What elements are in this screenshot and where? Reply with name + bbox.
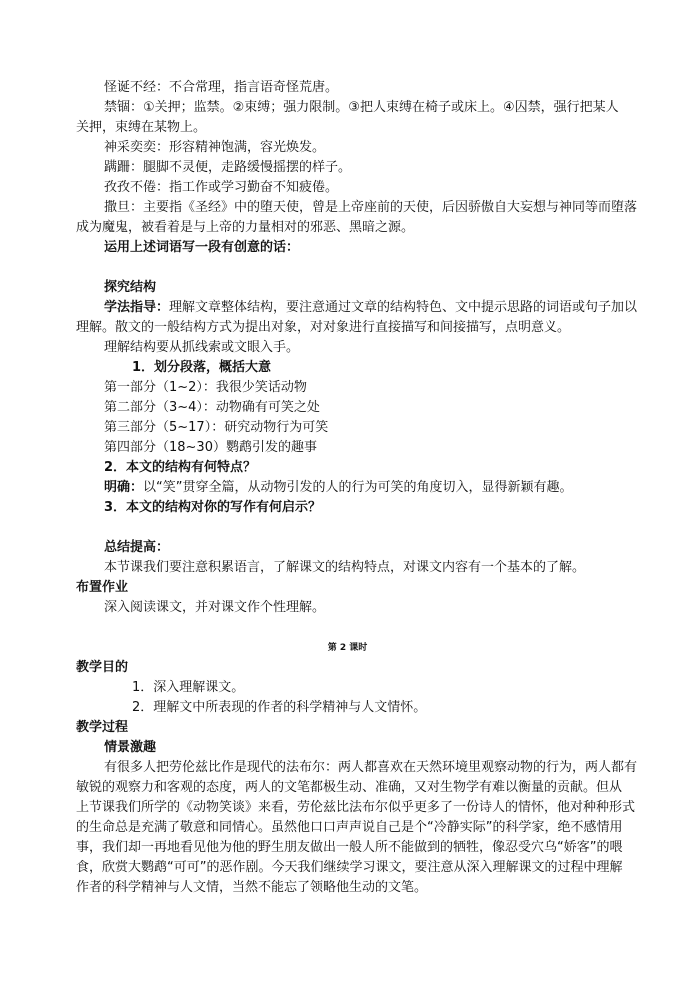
part-1: 第一部分（1~2）：我很少笑话动物 <box>104 380 307 395</box>
summary-heading: 总结提高： <box>104 540 170 555</box>
question-3: 3．本文的结构对你的写作有何启示？ <box>104 500 322 515</box>
intro-line5: 事，我们却一再地看见他为他的野生朋友做出一般人所不能做到的牺牲，像忍受穴乌“娇客”的喂 <box>76 840 623 855</box>
intro-line2: 敏锐的观察力和客观的态度，两人的文笔都极生动、准确，又对生物学有难以衡量的贡献。但从 <box>76 780 623 795</box>
intro-line1: 有很多人把劳伦兹比作是现代的法布尔：两人都喜欢在天然环境里观察动物的行为，两人都有 <box>104 760 638 775</box>
intro-heading: 情景激趣 <box>104 740 157 755</box>
intro-line4: 的生命总是充满了敬意和同情心。虽然他口口声声说自己是个“冷静实际”的科学家，绝不感情用 <box>76 820 623 835</box>
process-heading: 教学过程 <box>76 720 129 735</box>
intro-line3: 上节课我们所学的《动物笑谈》来看，劳伦兹比法布尔似乎更多了一份诗人的情怀，他对种种形式 <box>76 800 636 815</box>
homework-heading: 布置作业 <box>76 580 129 595</box>
goals-heading: 教学目的 <box>76 660 129 675</box>
question-1: 1．划分段落，概括大意 <box>132 360 272 375</box>
intro-line6: 食，欣赏大鹦鹉“可可”的恶作剧。今天我们继续学习课文，要注意从深入理解课文的过程中理解 <box>76 860 623 875</box>
glossary-sadan-line1: 撒旦：主要指《圣经》中的堕天使，曾是上帝座前的天使，后因骄傲自大妄想与神同等而堕落 <box>104 200 638 215</box>
guide-label: 学法指导： <box>104 300 170 315</box>
answer-line <box>104 478 573 498</box>
part-2: 第二部分（3~4）：动物确有可笑之处 <box>104 400 320 415</box>
lesson2-title: 第 2 课时 <box>327 643 368 653</box>
explore-heading: 探究结构 <box>104 280 157 295</box>
goal-2: 2．理解文中所表现的作者的科学精神与人文情怀。 <box>132 700 427 715</box>
answer-text: 以“笑”贯穿全篇，从动物引发的人的行为可笑的角度切入，显得新颖有趣。 <box>143 480 573 495</box>
glossary-guaidan: 怪诞不经：不合常理，指言语奇怪荒唐。 <box>104 80 339 95</box>
part-4: 第四部分（18~30）鹦鹉引发的趣事 <box>104 440 317 455</box>
glossary-jinji-line2: 关押，束缚在某物上。 <box>76 120 207 135</box>
summary-text: 本节课我们要注意积累语言，了解课文的结构特点，对课文内容有一个基本的了解。 <box>104 560 586 575</box>
answer-label: 明确： <box>104 480 144 495</box>
glossary-shencai: 神采奕奕：形容精神饱满，容光焕发。 <box>104 140 326 155</box>
homework-text: 深入阅读课文，并对课文作个性理解。 <box>104 600 326 615</box>
guide-text: 理解文章整体结构，要注意通过文章的结构特色、文中提示思路的词语或句子加以 <box>169 300 638 315</box>
question-2: 2．本文的结构有何特点？ <box>104 460 257 475</box>
glossary-jinji-line1: 禁锢：①关押；监禁。②束缚；强力限制。③把人束缚在椅子或床上。④囚禁，强行把某人 <box>104 100 619 115</box>
intro-line7: 作者的科学精神与人文情，当然不能忘了领略他生动的文笔。 <box>76 880 428 895</box>
writing-task: 运用上述词语写一段有创意的话： <box>104 240 300 255</box>
glossary-panshan: 蹒跚：腿脚不灵便，走路缓慢摇摆的样子。 <box>104 160 352 175</box>
glossary-sadan-line2: 成为魔鬼，被看着是与上帝的力量相对的邪恶、黑暗之源。 <box>76 220 415 235</box>
guide-line2: 理解。散文的一般结构方式为提出对象，对对象进行直接描写和间接描写，点明意义。 <box>76 320 571 335</box>
guide-line3: 理解结构要从抓线索或文眼入手。 <box>104 340 300 355</box>
part-3: 第三部分（5~17）：研究动物行为可笑 <box>104 420 329 435</box>
guide-line1 <box>104 298 637 318</box>
goal-1: 1．深入理解课文。 <box>132 680 245 695</box>
glossary-zizi: 孜孜不倦：指工作或学习勤奋不知疲倦。 <box>104 180 339 195</box>
